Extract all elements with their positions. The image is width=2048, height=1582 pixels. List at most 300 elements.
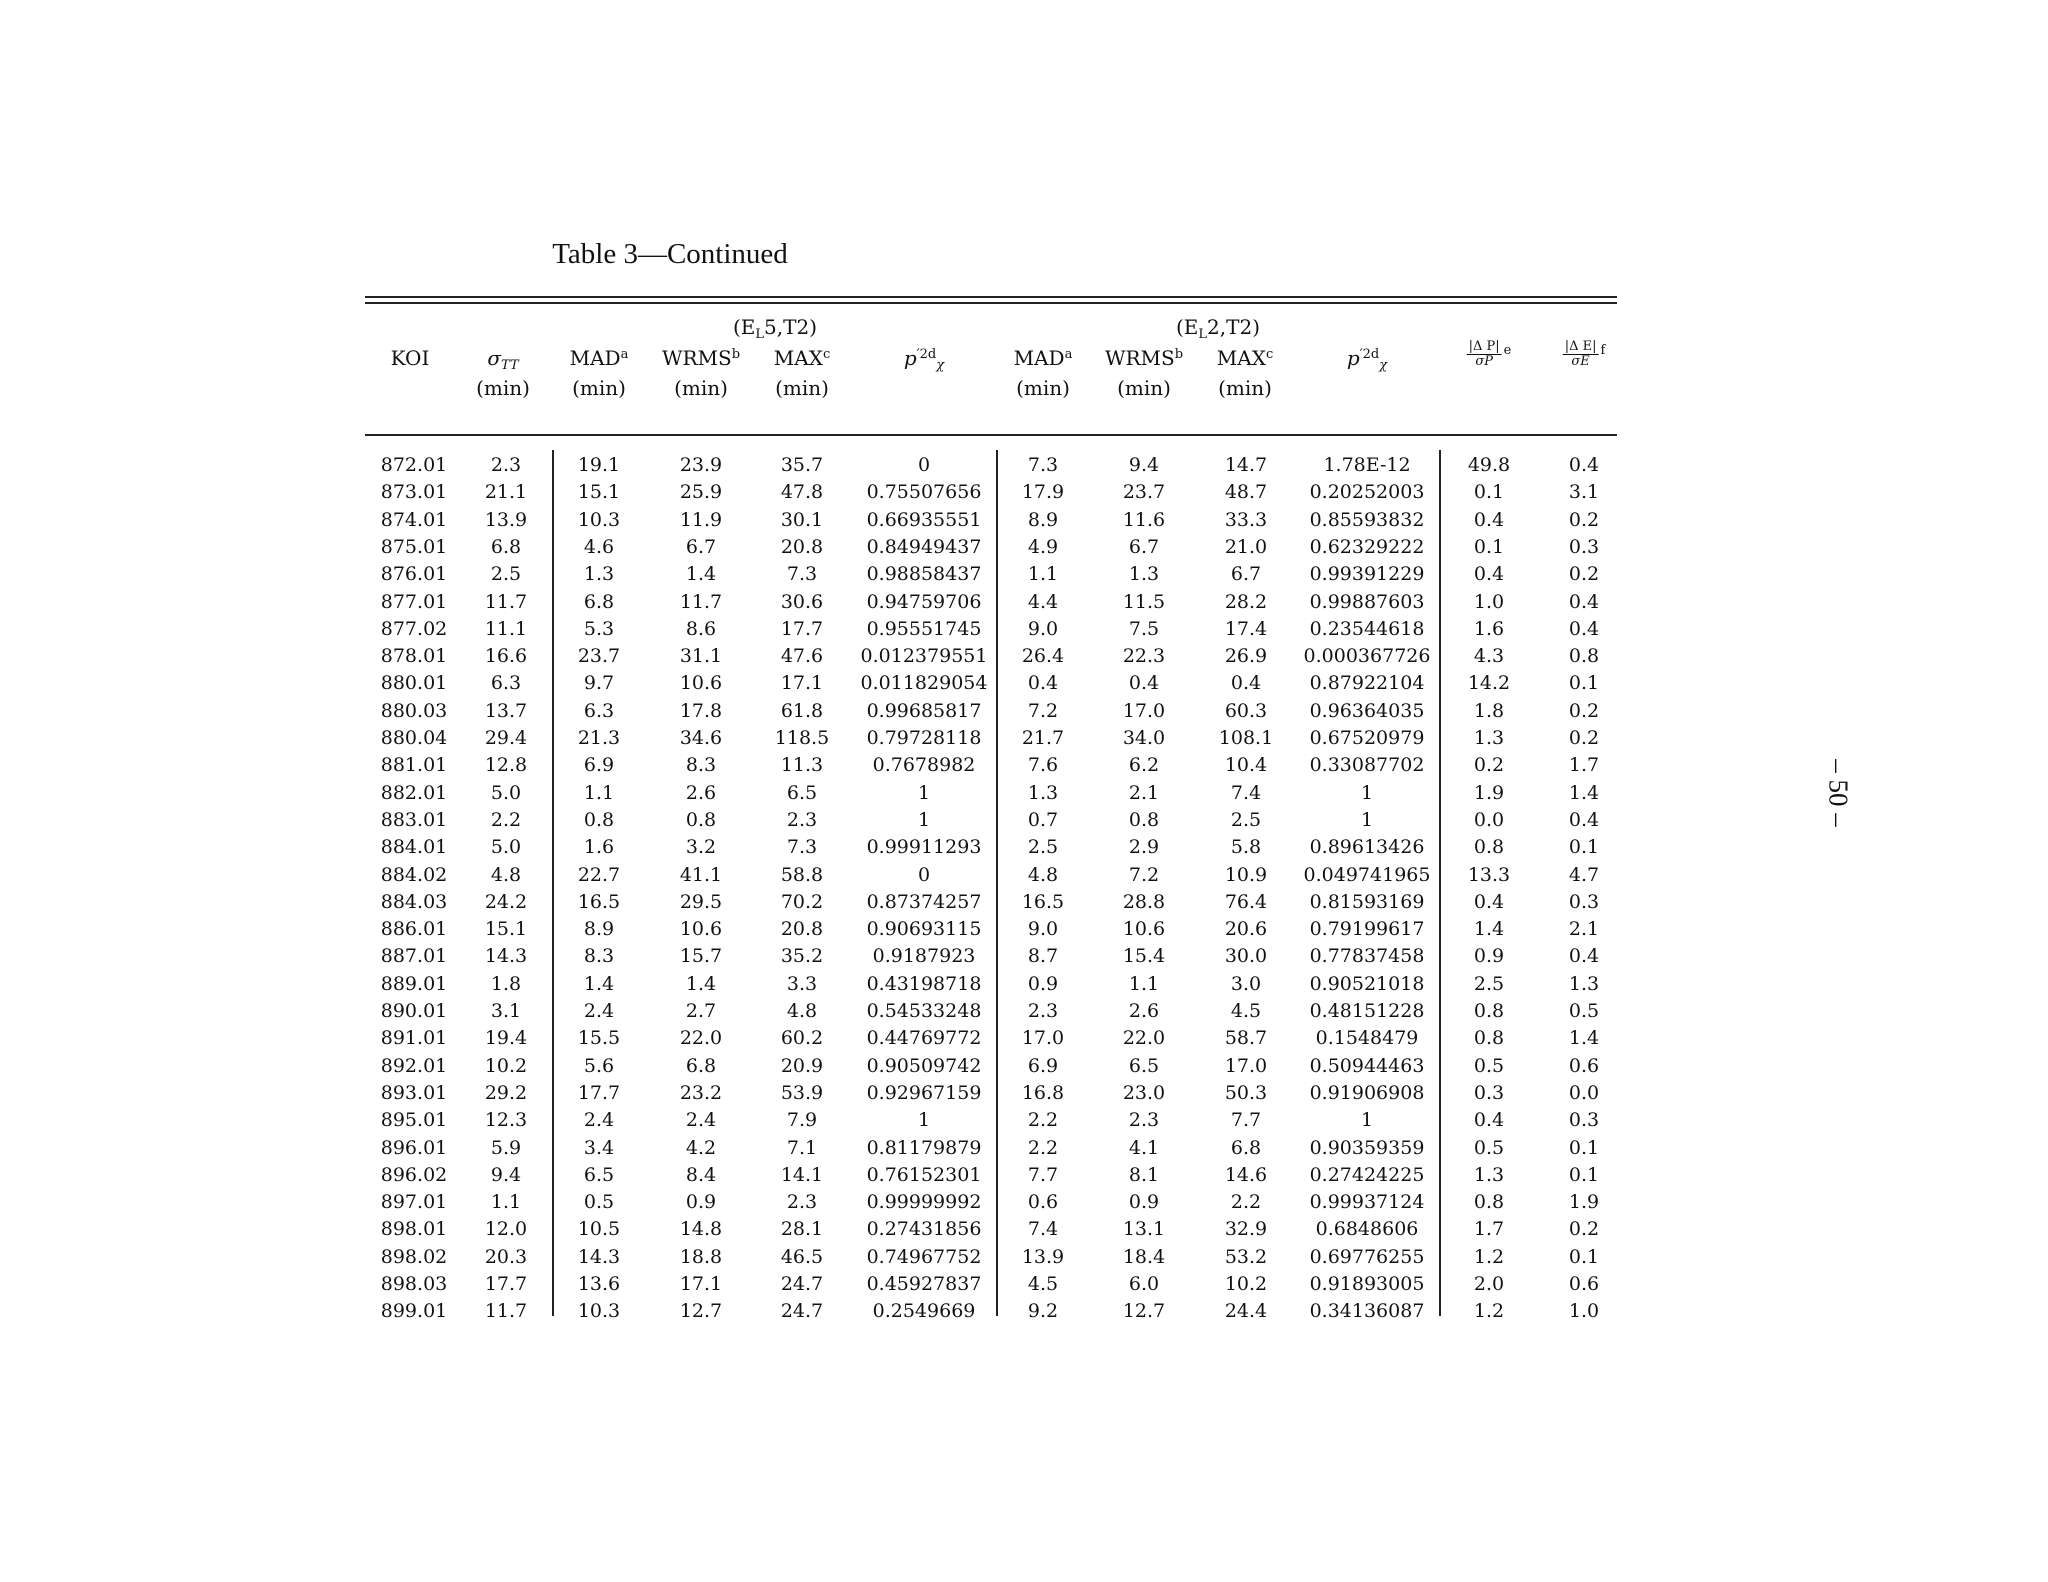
cell-max-2: 53.2	[1224, 1245, 1268, 1268]
cell-p-chi-1: 0.011829054	[860, 672, 988, 695]
cell-mad-2: 7.2	[1027, 699, 1059, 722]
cell-mad-2: 17.0	[1021, 1027, 1065, 1050]
cell-wrms-2: 18.4	[1122, 1245, 1166, 1268]
cell-delta-p: 1.0	[1473, 590, 1505, 613]
cell-p-chi-1: 0.45927837	[866, 1273, 982, 1295]
cell-mad-2: 4.9	[1027, 535, 1059, 558]
cell-max-1: 35.7	[780, 454, 824, 476]
cell-wrms-2: 8.1	[1128, 1163, 1160, 1186]
table-row	[0, 1109, 1700, 1136]
cell-sigma-tt: 13.9	[484, 508, 528, 531]
table-row	[0, 1246, 1700, 1273]
cell-mad-1: 15.5	[577, 1027, 621, 1050]
cell-max-2: 7.4	[1230, 781, 1262, 804]
cell-p-chi-1: 0.99999992	[866, 1191, 982, 1214]
cell-max-1: 47.8	[780, 481, 824, 504]
cell-delta-e: 1.4	[1568, 781, 1600, 804]
cell-mad-2: 7.6	[1027, 754, 1059, 777]
cell-delta-p: 1.3	[1473, 727, 1505, 749]
cell-delta-p: 0.1	[1473, 535, 1505, 558]
top-rule	[365, 296, 1617, 298]
cell-max-2: 3.0	[1230, 972, 1262, 995]
cell-max-2: 6.7	[1230, 563, 1262, 586]
cell-p-chi-2: 0.000367726	[1303, 645, 1431, 668]
cell-max-1: 47.6	[780, 645, 824, 668]
cell-wrms-2: 11.5	[1122, 590, 1166, 613]
cell-p-chi-1: 0.44769772	[866, 1027, 982, 1050]
cell-p-chi-2: 0.81593169	[1309, 890, 1425, 913]
cell-koi: 873.01	[380, 481, 448, 504]
cell-koi: 897.01	[380, 1191, 448, 1214]
cell-max-1: 46.5	[780, 1245, 824, 1268]
cell-max-1: 35.2	[780, 945, 824, 968]
table-row	[0, 836, 1700, 863]
cell-max-1: 7.1	[786, 1136, 818, 1159]
cell-p-chi-2: 0.48151228	[1309, 1000, 1425, 1022]
table-row	[0, 918, 1700, 945]
cell-delta-e: 1.0	[1568, 1300, 1600, 1323]
cell-mad-2: 0.9	[1027, 972, 1059, 995]
cell-delta-e: 1.9	[1568, 1191, 1600, 1214]
unit-wrms-1: (min)	[674, 376, 728, 400]
cell-sigma-tt: 6.3	[490, 672, 522, 695]
cell-p-chi-1: 0.98858437	[866, 563, 982, 586]
cell-sigma-tt: 5.0	[490, 781, 522, 804]
cell-max-1: 28.1	[780, 1218, 824, 1241]
cell-koi: 884.01	[380, 836, 448, 859]
table-row	[0, 891, 1700, 918]
cell-mad-2: 21.7	[1021, 727, 1065, 749]
cell-delta-p: 13.3	[1467, 863, 1511, 886]
cell-wrms-2: 0.9	[1128, 1191, 1160, 1214]
cell-mad-2: 8.9	[1027, 508, 1059, 531]
table-row	[0, 1027, 1700, 1054]
cell-delta-p: 0.5	[1473, 1136, 1505, 1159]
cell-mad-1: 21.3	[577, 727, 621, 749]
cell-delta-e: 3.1	[1568, 481, 1600, 504]
cell-wrms-1: 10.6	[679, 918, 723, 941]
cell-delta-e: 0.3	[1568, 535, 1600, 558]
cell-p-chi-2: 1	[1360, 808, 1374, 831]
cell-p-chi-2: 1	[1360, 781, 1374, 804]
table-row	[0, 481, 1700, 508]
cell-delta-p: 0.4	[1473, 508, 1505, 531]
cell-delta-p: 14.2	[1467, 672, 1511, 695]
cell-p-chi-2: 0.33087702	[1309, 754, 1425, 777]
cell-mad-1: 9.7	[583, 672, 615, 695]
cell-mad-2: 2.5	[1027, 836, 1059, 859]
cell-sigma-tt: 24.2	[484, 890, 528, 913]
table-row	[0, 864, 1700, 891]
cell-delta-e: 2.1	[1568, 918, 1600, 941]
cell-mad-1: 10.3	[577, 508, 621, 531]
cell-max-2: 17.4	[1224, 617, 1268, 640]
cell-max-2: 17.0	[1224, 1054, 1268, 1077]
cell-delta-p: 4.3	[1473, 645, 1505, 668]
cell-sigma-tt: 29.4	[484, 727, 528, 749]
cell-delta-e: 0.3	[1568, 890, 1600, 913]
cell-sigma-tt: 13.7	[484, 699, 528, 722]
cell-delta-p: 0.8	[1473, 1191, 1505, 1214]
cell-sigma-tt: 2.2	[490, 808, 522, 831]
cell-delta-p: 0.0	[1473, 808, 1505, 831]
col-header-delta-e: $\frac{\text{|Δ E|}}{\sigma E}$ $^f$	[1564, 339, 1606, 369]
cell-mad-2: 2.3	[1027, 1000, 1059, 1022]
cell-mad-2: 7.4	[1027, 1218, 1059, 1241]
cell-mad-2: 26.4	[1021, 645, 1065, 668]
group-header-el2: $(E_L2,T2)$	[1176, 315, 1260, 342]
cell-wrms-2: 0.4	[1128, 672, 1160, 695]
cell-max-2: 14.6	[1224, 1163, 1268, 1186]
cell-p-chi-2: 0.96364035	[1309, 699, 1425, 722]
cell-koi: 892.01	[380, 1054, 448, 1077]
cell-mad-1: 3.4	[583, 1136, 615, 1159]
cell-max-2: 2.5	[1230, 808, 1262, 831]
cell-wrms-1: 14.8	[679, 1218, 723, 1241]
cell-p-chi-2: 0.99391229	[1309, 563, 1425, 586]
cell-wrms-1: 0.8	[685, 808, 717, 831]
cell-wrms-1: 8.6	[685, 617, 717, 640]
cell-mad-2: 4.5	[1027, 1273, 1059, 1295]
cell-koi: 877.01	[380, 590, 448, 613]
cell-mad-1: 14.3	[577, 1245, 621, 1268]
cell-mad-2: 4.4	[1027, 590, 1059, 613]
table-row	[0, 782, 1700, 809]
cell-p-chi-2: 0.90521018	[1309, 972, 1425, 995]
cell-max-1: 61.8	[780, 699, 824, 722]
cell-max-1: 2.3	[786, 1191, 818, 1214]
cell-delta-e: 0.1	[1568, 836, 1600, 859]
cell-mad-1: 19.1	[577, 454, 621, 476]
col-header-max-1: MAX$^c$	[773, 346, 831, 370]
cell-mad-1: 6.9	[583, 754, 615, 777]
cell-wrms-2: 1.1	[1128, 972, 1160, 995]
cell-wrms-1: 3.2	[685, 836, 717, 859]
cell-mad-2: 0.4	[1027, 672, 1059, 695]
cell-delta-p: 0.9	[1473, 945, 1505, 968]
cell-wrms-2: 0.8	[1128, 808, 1160, 831]
cell-koi: 881.01	[380, 754, 448, 777]
table-row	[0, 1000, 1700, 1027]
cell-max-1: 60.2	[780, 1027, 824, 1050]
cell-max-1: 58.8	[780, 863, 824, 886]
cell-wrms-1: 11.9	[679, 508, 723, 531]
cell-max-1: 4.8	[786, 1000, 818, 1022]
cell-delta-p: 0.4	[1473, 890, 1505, 913]
cell-mad-1: 8.3	[583, 945, 615, 968]
cell-p-chi-2: 0.23544618	[1309, 617, 1425, 640]
cell-max-2: 76.4	[1224, 890, 1268, 913]
cell-p-chi-1: 0.012379551	[860, 645, 988, 668]
cell-mad-2: 9.0	[1027, 918, 1059, 941]
cell-wrms-1: 2.7	[685, 1000, 717, 1022]
cell-delta-e: 0.4	[1568, 945, 1600, 968]
cell-max-1: 7.9	[786, 1109, 818, 1132]
cell-p-chi-2: 1	[1360, 1109, 1374, 1132]
cell-p-chi-1: 0.75507656	[866, 481, 982, 504]
cell-delta-p: 0.8	[1473, 836, 1505, 859]
cell-p-chi-2: 0.62329222	[1309, 535, 1425, 558]
cell-wrms-1: 1.4	[685, 972, 717, 995]
unit-max-1: (min)	[775, 376, 829, 400]
cell-wrms-1: 6.7	[685, 535, 717, 558]
cell-p-chi-2: 0.91906908	[1309, 1081, 1425, 1104]
cell-max-1: 7.3	[786, 563, 818, 586]
cell-p-chi-2: 0.27424225	[1309, 1163, 1425, 1186]
cell-koi: 875.01	[380, 535, 448, 558]
cell-wrms-1: 29.5	[679, 890, 723, 913]
cell-delta-p: 0.8	[1473, 1000, 1505, 1022]
cell-wrms-1: 12.7	[679, 1300, 723, 1323]
cell-delta-e: 0.2	[1568, 1218, 1600, 1241]
cell-wrms-1: 23.2	[679, 1081, 723, 1104]
cell-p-chi-2: 0.89613426	[1309, 836, 1425, 859]
cell-wrms-2: 2.1	[1128, 781, 1160, 804]
top-rule-double	[365, 302, 1617, 304]
cell-wrms-2: 2.6	[1128, 1000, 1160, 1022]
cell-sigma-tt: 2.5	[490, 563, 522, 586]
cell-p-chi-1: 0.27431856	[866, 1218, 982, 1241]
cell-max-2: 32.9	[1224, 1218, 1268, 1241]
cell-p-chi-2: 0.67520979	[1309, 727, 1425, 749]
cell-sigma-tt: 5.0	[490, 836, 522, 859]
cell-wrms-1: 8.4	[685, 1163, 717, 1186]
cell-max-1: 20.8	[780, 535, 824, 558]
cell-delta-e: 0.4	[1568, 617, 1600, 640]
cell-mad-2: 9.2	[1027, 1300, 1059, 1323]
cell-koi: 899.01	[380, 1300, 448, 1323]
cell-sigma-tt: 9.4	[490, 1163, 522, 1186]
cell-sigma-tt: 11.1	[484, 617, 528, 640]
cell-p-chi-1: 1	[917, 1109, 931, 1132]
cell-sigma-tt: 5.9	[490, 1136, 522, 1159]
cell-wrms-1: 25.9	[679, 481, 723, 504]
cell-wrms-2: 4.1	[1128, 1136, 1160, 1159]
cell-p-chi-1: 0.79728118	[866, 727, 982, 749]
cell-mad-1: 1.1	[583, 781, 615, 804]
cell-p-chi-1: 0.66935551	[866, 508, 982, 531]
cell-wrms-1: 1.4	[685, 563, 717, 586]
table-row	[0, 1082, 1700, 1109]
cell-max-1: 2.3	[786, 808, 818, 831]
table-row	[0, 563, 1700, 590]
table-row	[0, 1055, 1700, 1082]
cell-p-chi-1: 0.84949437	[866, 535, 982, 558]
cell-delta-e: 4.7	[1568, 863, 1600, 886]
cell-delta-e: 0.2	[1568, 727, 1600, 749]
cell-mad-1: 5.6	[583, 1054, 615, 1077]
cell-mad-2: 4.8	[1027, 863, 1059, 886]
cell-max-1: 24.7	[780, 1273, 824, 1295]
cell-max-2: 50.3	[1224, 1081, 1268, 1104]
cell-wrms-2: 13.1	[1122, 1218, 1166, 1241]
table-caption: Table 3—Continued	[552, 238, 788, 270]
cell-max-2: 20.6	[1224, 918, 1268, 941]
table-row	[0, 509, 1700, 536]
cell-mad-1: 6.3	[583, 699, 615, 722]
cell-max-2: 2.2	[1230, 1191, 1262, 1214]
cell-p-chi-1: 0.92967159	[866, 1081, 982, 1104]
cell-max-2: 108.1	[1218, 727, 1274, 749]
cell-koi: 878.01	[380, 645, 448, 668]
cell-sigma-tt: 4.8	[490, 863, 522, 886]
cell-koi: 874.01	[380, 508, 448, 531]
table-row	[0, 672, 1700, 699]
table-row	[0, 1218, 1700, 1245]
cell-wrms-2: 23.0	[1122, 1081, 1166, 1104]
cell-sigma-tt: 12.8	[484, 754, 528, 777]
table-row	[0, 1191, 1700, 1218]
cell-delta-p: 2.0	[1473, 1273, 1505, 1295]
col-header-p-chi-1: $p^{'2d}_\chi$	[903, 346, 945, 373]
unit-wrms-2: (min)	[1117, 376, 1171, 400]
cell-p-chi-1: 0.2549669	[872, 1300, 976, 1323]
cell-delta-e: 0.5	[1568, 1000, 1600, 1022]
cell-p-chi-1: 1	[917, 808, 931, 831]
cell-sigma-tt: 14.3	[484, 945, 528, 968]
cell-mad-2: 6.9	[1027, 1054, 1059, 1077]
col-header-koi: KOI	[390, 346, 430, 370]
cell-p-chi-1: 0.76152301	[866, 1163, 982, 1186]
cell-wrms-2: 6.7	[1128, 535, 1160, 558]
cell-max-2: 28.2	[1224, 590, 1268, 613]
cell-p-chi-2: 0.91893005	[1309, 1273, 1425, 1295]
cell-wrms-1: 17.8	[679, 699, 723, 722]
cell-koi: 896.02	[380, 1163, 448, 1186]
cell-sigma-tt: 16.6	[484, 645, 528, 668]
cell-wrms-1: 23.9	[679, 454, 723, 476]
cell-delta-p: 1.8	[1473, 699, 1505, 722]
cell-max-2: 10.9	[1224, 863, 1268, 886]
cell-wrms-2: 10.6	[1122, 918, 1166, 941]
cell-wrms-2: 22.0	[1122, 1027, 1166, 1050]
cell-mad-1: 0.8	[583, 808, 615, 831]
col-header-p-chi-2: $p^{'2d}_\chi$	[1346, 346, 1388, 373]
cell-koi: 880.03	[380, 699, 448, 722]
table-row	[0, 945, 1700, 972]
cell-p-chi-1: 0.74967752	[866, 1245, 982, 1268]
cell-wrms-2: 12.7	[1122, 1300, 1166, 1323]
cell-max-1: 118.5	[774, 727, 830, 749]
cell-wrms-2: 34.0	[1122, 727, 1166, 749]
cell-p-chi-2: 0.049741965	[1303, 863, 1431, 886]
col-header-sigma-tt: $\sigma_{TT}$	[487, 346, 519, 373]
cell-mad-1: 10.5	[577, 1218, 621, 1241]
cell-max-2: 4.5	[1230, 1000, 1262, 1022]
cell-mad-1: 16.5	[577, 890, 621, 913]
cell-koi: 896.01	[380, 1136, 448, 1159]
cell-delta-e: 1.7	[1568, 754, 1600, 777]
cell-wrms-2: 23.7	[1122, 481, 1166, 504]
cell-mad-2: 1.1	[1027, 563, 1059, 586]
unit-max-2: (min)	[1218, 376, 1272, 400]
cell-delta-p: 0.2	[1473, 754, 1505, 777]
cell-delta-e: 0.2	[1568, 699, 1600, 722]
cell-sigma-tt: 11.7	[484, 1300, 528, 1323]
cell-p-chi-2: 0.20252003	[1309, 481, 1425, 504]
cell-delta-e: 0.2	[1568, 563, 1600, 586]
cell-delta-p: 1.7	[1473, 1218, 1505, 1241]
cell-max-1: 30.1	[780, 508, 824, 531]
col-header-mad-1: MAD$^a$	[569, 346, 629, 370]
cell-p-chi-2: 0.85593832	[1309, 508, 1425, 531]
table-row	[0, 754, 1700, 781]
cell-delta-e: 0.0	[1568, 1081, 1600, 1104]
cell-koi: 895.01	[380, 1109, 448, 1132]
unit-mad-1: (min)	[572, 376, 626, 400]
cell-wrms-1: 34.6	[679, 727, 723, 749]
cell-mad-2: 13.9	[1021, 1245, 1065, 1268]
cell-sigma-tt: 19.4	[484, 1027, 528, 1050]
cell-max-2: 10.2	[1224, 1273, 1268, 1295]
cell-wrms-1: 0.9	[685, 1191, 717, 1214]
cell-koi: 898.02	[380, 1245, 448, 1268]
col-header-wrms-1: WRMS$^b$	[661, 346, 741, 370]
cell-koi: 886.01	[380, 918, 448, 941]
cell-wrms-2: 17.0	[1122, 699, 1166, 722]
cell-delta-e: 0.2	[1568, 508, 1600, 531]
cell-p-chi-2: 0.99887603	[1309, 590, 1425, 613]
cell-max-2: 5.8	[1230, 836, 1262, 859]
cell-delta-e: 0.1	[1568, 1163, 1600, 1186]
cell-p-chi-1: 0.90693115	[866, 918, 982, 941]
cell-wrms-1: 17.1	[679, 1273, 723, 1295]
cell-sigma-tt: 15.1	[484, 918, 528, 941]
cell-koi: 882.01	[380, 781, 448, 804]
table-row	[0, 645, 1700, 672]
cell-delta-p: 2.5	[1473, 972, 1505, 995]
cell-koi: 898.03	[380, 1273, 448, 1295]
unit-mad-2: (min)	[1016, 376, 1070, 400]
cell-wrms-1: 22.0	[679, 1027, 723, 1050]
cell-p-chi-2: 0.69776255	[1309, 1245, 1425, 1268]
cell-koi: 876.01	[380, 563, 448, 586]
cell-delta-e: 0.4	[1568, 808, 1600, 831]
cell-delta-p: 1.4	[1473, 918, 1505, 941]
cell-sigma-tt: 6.8	[490, 535, 522, 558]
cell-wrms-2: 2.9	[1128, 836, 1160, 859]
cell-delta-e: 0.3	[1568, 1109, 1600, 1132]
cell-mad-1: 17.7	[577, 1081, 621, 1104]
cell-delta-e: 1.4	[1568, 1027, 1600, 1050]
table-row	[0, 1273, 1700, 1300]
cell-delta-e: 0.4	[1568, 590, 1600, 613]
cell-wrms-2: 6.2	[1128, 754, 1160, 777]
cell-delta-p: 0.3	[1473, 1081, 1505, 1104]
cell-sigma-tt: 3.1	[490, 1000, 522, 1022]
cell-mad-1: 6.8	[583, 590, 615, 613]
cell-max-1: 24.7	[780, 1300, 824, 1323]
cell-mad-1: 0.5	[583, 1191, 615, 1214]
cell-delta-p: 1.2	[1473, 1300, 1505, 1323]
cell-delta-e: 0.6	[1568, 1273, 1600, 1295]
table-row	[0, 591, 1700, 618]
cell-mad-1: 8.9	[583, 918, 615, 941]
cell-mad-1: 22.7	[577, 863, 621, 886]
cell-p-chi-1: 0.54533248	[866, 1000, 982, 1022]
cell-mad-2: 0.6	[1027, 1191, 1059, 1214]
table-row	[0, 1137, 1700, 1164]
cell-wrms-1: 10.6	[679, 672, 723, 695]
cell-sigma-tt: 12.3	[484, 1109, 528, 1132]
table-row	[0, 1164, 1700, 1191]
cell-p-chi-1: 0.99685817	[866, 699, 982, 722]
table-row	[0, 454, 1700, 481]
cell-max-2: 30.0	[1224, 945, 1268, 968]
cell-mad-1: 1.4	[583, 972, 615, 995]
cell-delta-p: 0.8	[1473, 1027, 1505, 1050]
cell-max-1: 11.3	[780, 754, 824, 777]
